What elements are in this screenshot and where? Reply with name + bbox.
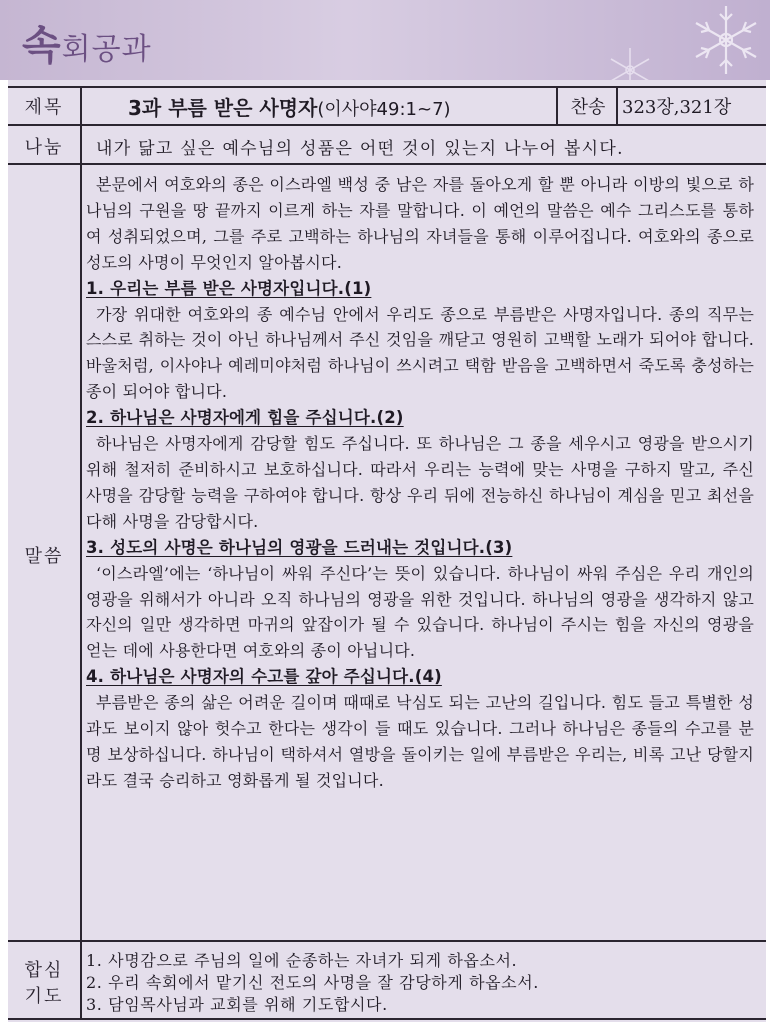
table-rule-bottom bbox=[8, 1018, 766, 1020]
lesson-table bbox=[8, 80, 766, 1022]
table-rule-row1 bbox=[8, 124, 766, 126]
sermon-intro: 본문에서 여호와의 종은 이스라엘 백성 중 남은 자를 돌아오게 할 뿐 아니라 이방의 빛으로 하나님의 구원을 땅 끝까지 이르게 하는 자를 말합니다. 이 예언의 말씀은 예수 그리스도를 통하여 성취되었으며, 그를 주로 고백하는 하나님의 자녀들을 통해 이루어집니다. 여호와의 종으로 성도의 사명이 무엇인지 알아봅시다. bbox=[86, 175, 754, 272]
prayer-item: 2. 우리 속회에서 맡기신 전도의 사명을 잘 감당하게 하옵소서. bbox=[86, 973, 539, 992]
prayer-item: 1. 사명감으로 주님의 일에 순종하는 자녀가 되게 하옵소서. bbox=[86, 951, 518, 970]
hymn-value: 323장,321장 bbox=[622, 97, 732, 118]
table-rule-label-col bbox=[80, 86, 82, 1020]
page-header bbox=[0, 0, 770, 80]
hymn-label: 찬송 bbox=[570, 97, 606, 118]
table-rule-hymn-left bbox=[556, 86, 558, 124]
page-title-initial: 속 bbox=[22, 23, 62, 69]
sermon-body bbox=[86, 172, 754, 794]
page-title bbox=[22, 14, 152, 71]
table-rule-row3 bbox=[8, 940, 766, 942]
title-row-label: 제목 bbox=[24, 97, 64, 118]
section-heading: 1. 우리는 부름 받은 사명자입니다.(1) bbox=[86, 278, 372, 298]
section-heading: 3. 성도의 사명은 하나님의 영광을 드러내는 것입니다.(3) bbox=[86, 537, 513, 557]
page-title-rest: 회공과 bbox=[61, 32, 152, 67]
lesson-title-text: 3과 부름 받은 사명자 bbox=[128, 96, 318, 120]
prayer-row-label-line1: 합심 bbox=[24, 960, 64, 981]
section-text: 부름받은 종의 삶은 어려운 길이며 때때로 낙심도 되는 고난의 길입니다. 힘도 들고 특별한 성과도 보이지 않아 헛수고 한다는 생각이 들 때도 있습니다. 그러나 하나님은 종들의 수고를 분명 보상하십니다. 하나님이 택하셔서 열방을 돌이키는 일에 부름받은 우리는, 비록 고난 당할지라도 결국 승리하고 영화롭게 될 것입니다. bbox=[86, 693, 754, 790]
prayer-list bbox=[86, 950, 754, 1016]
table-rule-hymn-mid bbox=[616, 86, 618, 124]
share-row-label: 나눔 bbox=[24, 137, 64, 158]
prayer-item: 3. 담임목사님과 교회를 위해 기도합시다. bbox=[86, 995, 388, 1014]
section-text: ‘이스라엘’에는 ‘하나님이 싸워 주신다’는 뜻이 있습니다. 하나님이 싸워 주심은 우리 개인의 영광을 위해서가 아니라 오직 하나님의 영광을 위한 것입니다. 하나님의 영광을 생각하지 않고 자신의 일만 생각하면 마귀의 앞잡이가 될 수 있습니다. 하나님이 주시는 힘을 자신의 영광을 얻는 데에 사용한다면 여호와의 종이 아닙니다. bbox=[86, 563, 754, 661]
word-row-label: 말씀 bbox=[24, 546, 64, 567]
table-rule-row2 bbox=[8, 163, 766, 165]
section-text: 하나님은 사명자에게 감당할 힘도 주십니다. 또 하나님은 그 종을 세우시고 영광을 받으시기 위해 철저히 준비하시고 보호하십니다. 따라서 우리는 능력에 맞는 사명을 구하지 말고, 주신 사명을 감당할 능력을 구하여야 합니다. 항상 우리 뒤에 전능하신 하나님이 계심을 믿고 최선을 다해 사명을 감당합시다. bbox=[86, 434, 754, 531]
table-rule-top bbox=[8, 86, 766, 88]
snowflake-icon bbox=[600, 40, 660, 80]
section-heading: 2. 하나님은 사명자에게 힘을 주십니다.(2) bbox=[86, 408, 404, 428]
section-heading: 4. 하나님은 사명자의 수고를 갚아 주십니다.(4) bbox=[86, 667, 442, 687]
prayer-row-label-line2: 기도 bbox=[24, 986, 64, 1007]
section-text: 가장 위대한 여호와의 종 예수님 안에서 우리도 종으로 부름받은 사명자입니다. 종의 직무는 스스로 취하는 것이 아닌 하나님께서 주신 것임을 깨닫고 영원히 고백할 노래가 되어야 합니다. 바울처럼, 이사야나 예레미야처럼 하나님이 쓰시려고 택함 받음을 고백하면서 죽도록 충성하는 종이 되어야 합니다. bbox=[86, 304, 754, 402]
lesson-title bbox=[128, 92, 451, 121]
scripture-reference: (이사야49:1~7) bbox=[317, 99, 451, 120]
share-question: 내가 닮고 싶은 예수님의 성품은 어떤 것이 있는지 나누어 봅시다. bbox=[96, 139, 624, 159]
